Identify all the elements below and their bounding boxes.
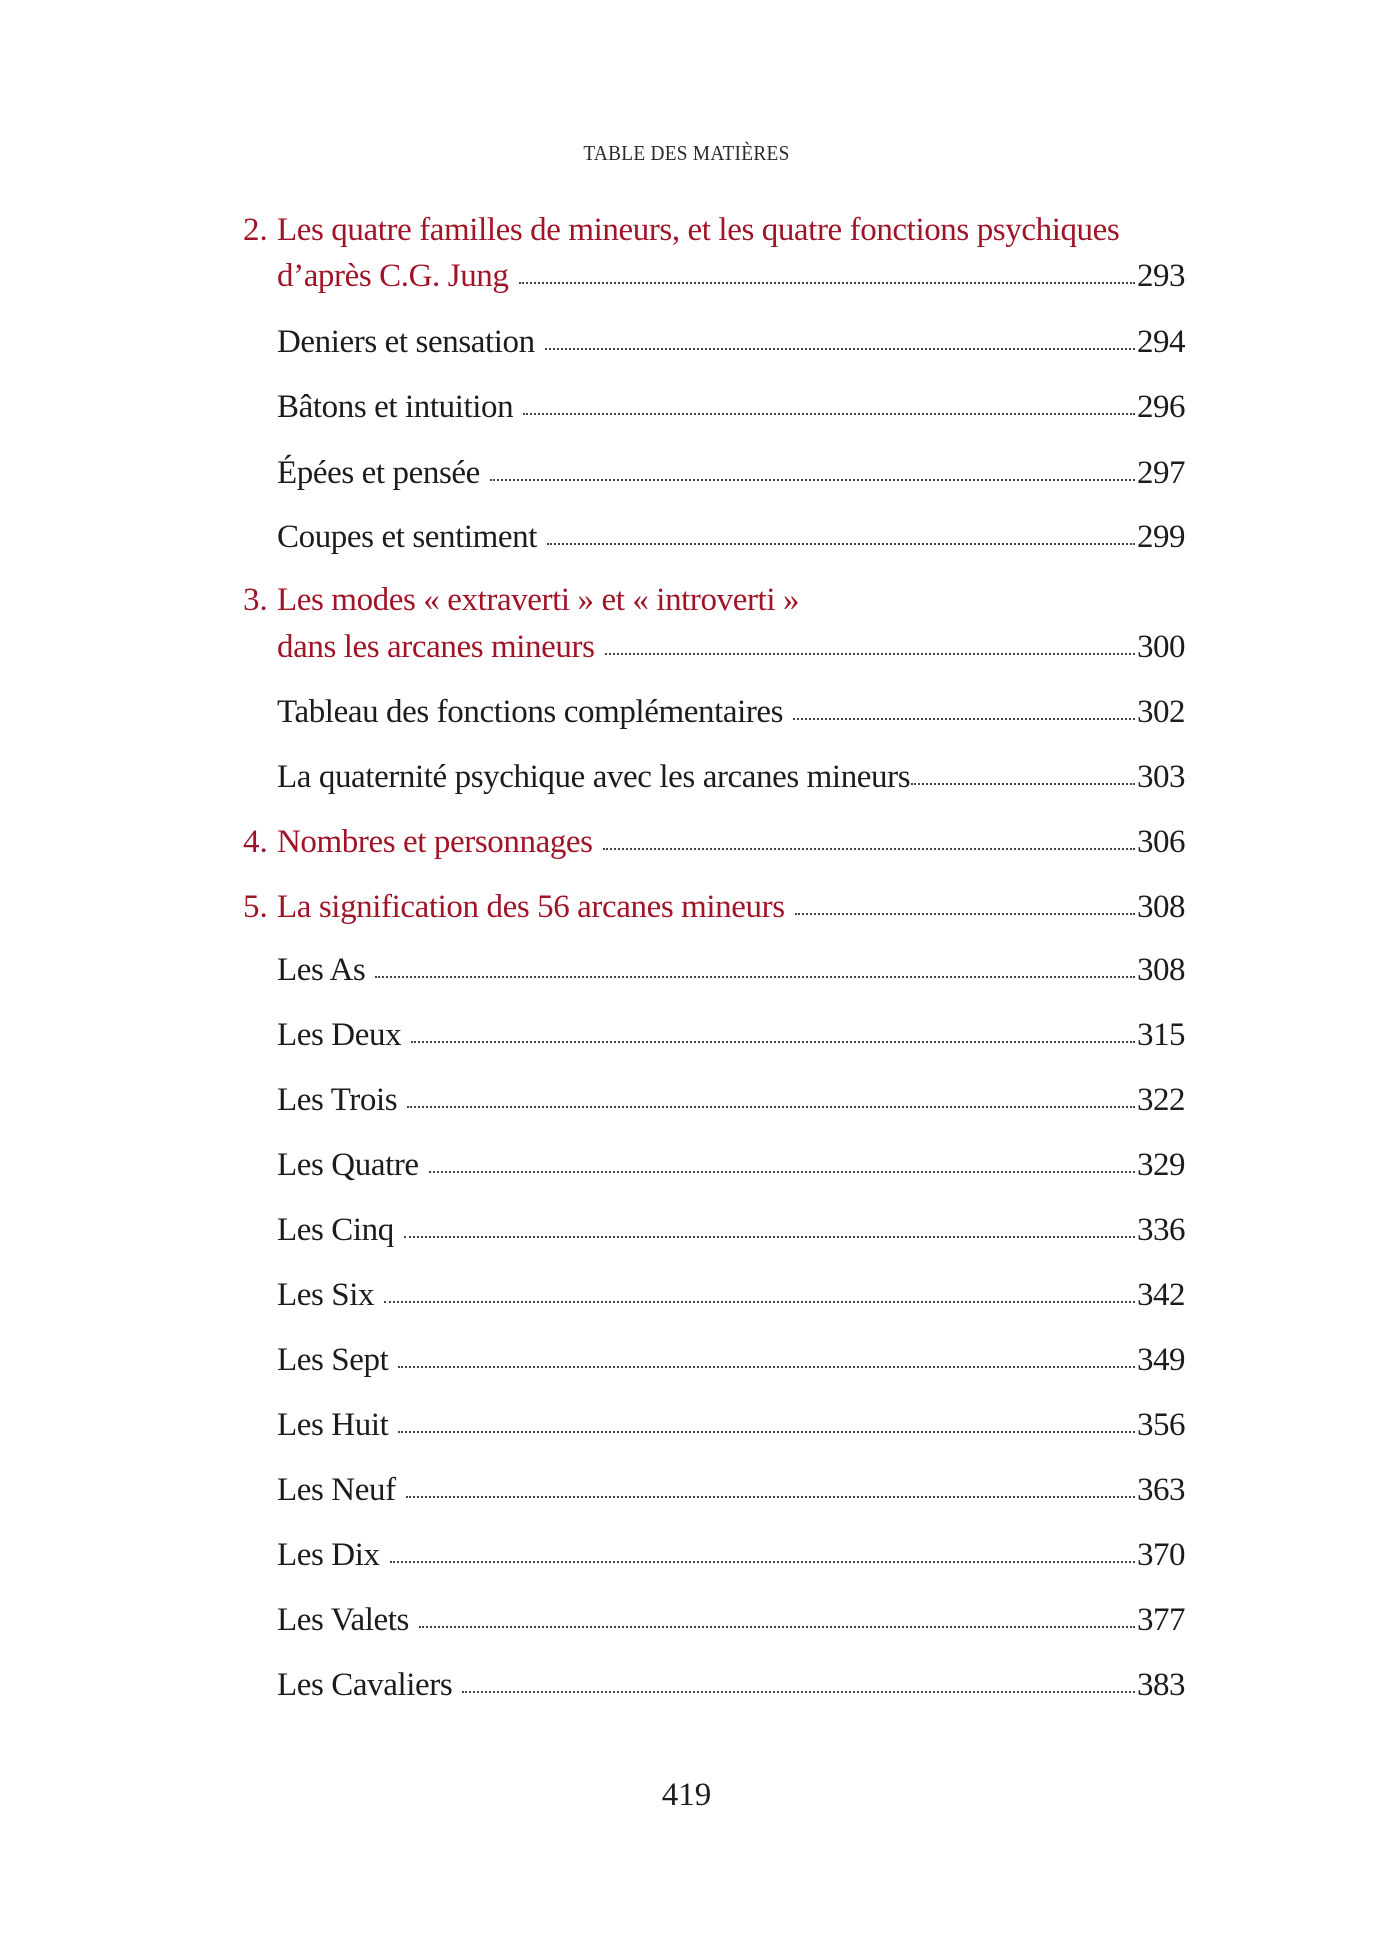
toc-heading-3-line-2[interactable] — [0, 627, 1400, 667]
page-reference: 363 — [1137, 1472, 1185, 1508]
section-title-continued: dans les arcanes mineurs — [277, 629, 595, 665]
dot-leader — [603, 846, 1135, 850]
toc-entry[interactable] — [0, 1275, 1400, 1315]
toc-heading-2-line-2[interactable] — [0, 256, 1400, 296]
section-title: Les modes « extraverti » et « introverti » — [277, 582, 800, 618]
page-reference: 303 — [1137, 759, 1185, 795]
entry-title: Les Cavaliers — [277, 1667, 453, 1703]
dot-leader — [390, 1559, 1135, 1563]
dot-leader — [398, 1364, 1135, 1368]
toc-heading-4[interactable] — [0, 822, 1400, 862]
section-title: Nombres et personnages — [277, 824, 593, 860]
dot-leader — [545, 346, 1135, 350]
entry-title: Les Valets — [277, 1602, 409, 1638]
toc-entry[interactable] — [0, 322, 1400, 362]
dot-leader — [462, 1689, 1135, 1693]
dot-leader — [519, 280, 1136, 284]
dot-leader — [547, 541, 1135, 545]
page-reference: 322 — [1137, 1082, 1185, 1118]
dot-leader — [793, 716, 1135, 720]
dot-leader — [795, 911, 1135, 915]
page-reference: 370 — [1137, 1537, 1185, 1573]
entry-title: Deniers et sensation — [277, 324, 535, 360]
dot-leader — [384, 1299, 1135, 1303]
page-reference: 297 — [1137, 455, 1185, 491]
page-reference: 329 — [1137, 1147, 1185, 1183]
dot-leader — [523, 411, 1135, 415]
section-number: 3. — [243, 582, 268, 618]
toc-entry[interactable] — [0, 1405, 1400, 1445]
toc-entry[interactable] — [0, 1015, 1400, 1055]
section-number: 4. — [243, 824, 268, 860]
running-head: TABLE DES MATIÈRES — [583, 141, 790, 165]
page-reference: 308 — [1137, 889, 1185, 925]
dot-leader — [407, 1104, 1135, 1108]
section-number: 5. — [243, 889, 268, 925]
dot-leader — [398, 1429, 1135, 1433]
entry-title: Les Dix — [277, 1537, 380, 1573]
entry-title: Les Neuf — [277, 1472, 396, 1508]
toc-entry[interactable] — [0, 1665, 1400, 1705]
page-reference: 306 — [1137, 824, 1185, 860]
toc-entry[interactable] — [0, 387, 1400, 427]
entry-title: Les Deux — [277, 1017, 402, 1053]
toc-heading-5[interactable] — [0, 887, 1400, 927]
page-reference: 293 — [1137, 258, 1185, 294]
toc-entry[interactable] — [0, 1080, 1400, 1120]
dot-leader — [404, 1234, 1135, 1238]
dot-leader — [490, 477, 1135, 481]
page-reference: 383 — [1137, 1667, 1185, 1703]
toc-entry[interactable] — [0, 1470, 1400, 1510]
toc-heading-2-line-1[interactable] — [0, 210, 1400, 250]
page-reference: 349 — [1137, 1342, 1185, 1378]
toc-entry[interactable] — [0, 1340, 1400, 1380]
page-reference: 315 — [1137, 1017, 1185, 1053]
entry-title: Épées et pensée — [277, 455, 480, 491]
toc-entry[interactable] — [0, 1145, 1400, 1185]
dot-leader — [429, 1169, 1135, 1173]
toc-entry[interactable] — [0, 950, 1400, 990]
dot-leader — [911, 781, 1135, 785]
toc-entry[interactable] — [0, 692, 1400, 732]
dot-leader — [419, 1624, 1135, 1628]
toc-entry[interactable] — [0, 1600, 1400, 1640]
page-reference: 308 — [1137, 952, 1185, 988]
toc-entry[interactable] — [0, 517, 1400, 557]
page-reference: 356 — [1137, 1407, 1185, 1443]
section-title: La signification des 56 arcanes mineurs — [277, 889, 785, 925]
entry-title: Bâtons et intuition — [277, 389, 514, 425]
toc-entry[interactable] — [0, 453, 1400, 493]
entry-title: Les Huit — [277, 1407, 389, 1443]
page-reference: 300 — [1137, 629, 1185, 665]
entry-title: Les Trois — [277, 1082, 398, 1118]
page-reference: 296 — [1137, 389, 1185, 425]
page-reference: 294 — [1137, 324, 1185, 360]
toc-entry[interactable] — [0, 1210, 1400, 1250]
toc-heading-3-line-1[interactable] — [0, 580, 1400, 620]
page-reference: 342 — [1137, 1277, 1185, 1313]
dot-leader — [605, 651, 1135, 655]
page-reference: 377 — [1137, 1602, 1185, 1638]
dot-leader — [375, 974, 1135, 978]
dot-leader — [406, 1494, 1135, 1498]
section-title-continued: d’après C.G. Jung — [277, 258, 509, 294]
page-reference: 299 — [1137, 519, 1185, 555]
toc-entry[interactable] — [0, 1535, 1400, 1575]
entry-title: Les Six — [277, 1277, 375, 1313]
toc-entry[interactable] — [0, 757, 1400, 797]
page-reference: 302 — [1137, 694, 1185, 730]
entry-title: Les Sept — [277, 1342, 389, 1378]
entry-title: La quaternité psychique avec les arcanes mineurs — [277, 759, 911, 795]
entry-title: Tableau des fonctions complémentaires — [277, 694, 784, 730]
entry-title: Coupes et sentiment — [277, 519, 538, 555]
entry-title: Les Cinq — [277, 1212, 394, 1248]
page-reference: 336 — [1137, 1212, 1185, 1248]
dot-leader — [411, 1039, 1135, 1043]
entry-title: Les As — [277, 952, 366, 988]
section-title: Les quatre familles de mineurs, et les quatre fonctions psychiques — [277, 212, 1120, 248]
entry-title: Les Quatre — [277, 1147, 419, 1183]
section-number: 2. — [243, 212, 268, 248]
page-number: 419 — [661, 1777, 712, 1813]
